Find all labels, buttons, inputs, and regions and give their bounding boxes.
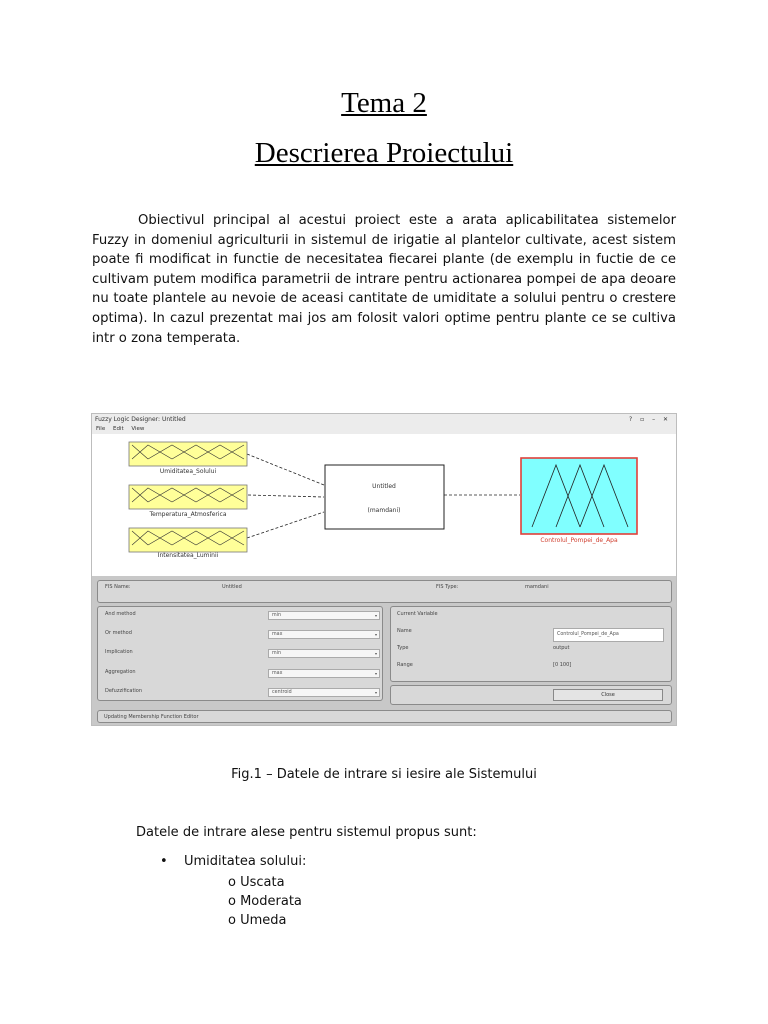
input-box-2[interactable] <box>129 485 247 518</box>
fis-type-label: FIS Type: <box>436 584 459 590</box>
input-label-3: Intensitatea_Luminii <box>157 552 219 559</box>
window-controls[interactable]: ? ▫ – ✕ <box>629 416 671 423</box>
output-label: Controlul_Pompei_de_Apa <box>540 537 618 544</box>
current-variable-title: Current Variable <box>397 611 438 617</box>
or-method-value: max <box>272 632 283 637</box>
close-button[interactable]: Close <box>553 689 663 701</box>
input-label-2: Temperatura_Atmosferica <box>149 511 227 518</box>
aggregation-select[interactable] <box>268 669 380 678</box>
input-label-1: Umiditatea_Solului <box>159 468 217 475</box>
title-line-1: Tema 2 <box>341 87 427 119</box>
chevron-down-icon: ▾ <box>374 651 377 656</box>
type-label: Type <box>397 645 409 651</box>
fuzzy-logic-designer-window <box>91 413 677 726</box>
variable-name-field[interactable]: Controlul_Pompei_de_Apa <box>553 628 664 642</box>
intro-paragraph: Obiectivul principal al acestui proiect este a arata aplicabilitatea sistemelor Fuzzy in domeniul agriculturii in sistemul de irigatie al plantelor cultivate, acest sistem poate fi modificat in functie de necesitatea fiecarei plante (de exemplu in fuctie de ce cultivam putem modifica parametrii de intrare pentru actionarea pompei de apa deoare nu toate plantele au nevoie de aceasi cantitate de umiditate a solului pentru o crestere optima). In cazul prezentat mai jos am folosit valori optime pentru plante ce se cultiva intr o zona temperata. <box>92 213 676 346</box>
title-line-2: Descrierea Proiectului <box>254 137 514 169</box>
system-box[interactable] <box>325 465 444 529</box>
range-label: Range <box>397 662 413 668</box>
window-title: Fuzzy Logic Designer: Untitled <box>95 416 186 423</box>
name-label: Name <box>397 628 412 634</box>
range-value: [0 100] <box>553 662 572 668</box>
or-method-select[interactable] <box>268 630 380 639</box>
status-bar <box>97 710 672 723</box>
fis-name-value: Untitled <box>222 584 242 590</box>
fis-name-label: FIS Name: <box>105 584 131 590</box>
defuzzification-select[interactable] <box>268 688 380 697</box>
aggregation-label: Aggregation <box>105 669 136 675</box>
system-type: (mamdani) <box>367 507 401 514</box>
methods-box <box>97 606 383 701</box>
system-name: Untitled <box>372 483 396 490</box>
connector-input-3 <box>247 512 324 538</box>
defuzzification-value: centroid <box>272 690 292 695</box>
fis-diagram-svg <box>92 434 676 576</box>
fis-properties-panel <box>92 576 676 725</box>
chevron-down-icon: ▾ <box>374 632 377 637</box>
menu-edit[interactable]: Edit <box>112 426 124 432</box>
status-text: Updating Membership Function Editor <box>104 714 199 720</box>
input-box-3[interactable] <box>129 528 247 559</box>
connector-input-2 <box>248 495 324 497</box>
implication-label: Implication <box>105 649 133 655</box>
chevron-down-icon: ▾ <box>374 613 377 618</box>
menu-view[interactable]: View <box>131 426 145 432</box>
output-box[interactable] <box>521 458 637 544</box>
close-box <box>390 685 672 705</box>
or-method-label: Or method <box>105 630 132 636</box>
defuzzification-label: Defuzzification <box>105 688 143 694</box>
bullet-item: Umiditatea solului: <box>184 854 307 869</box>
chevron-down-icon: ▾ <box>374 690 377 695</box>
and-method-select[interactable] <box>268 611 380 620</box>
input-box-1[interactable] <box>129 442 247 475</box>
current-variable-box <box>390 606 672 682</box>
type-value: output <box>553 645 570 651</box>
chevron-down-icon: ▾ <box>374 671 377 676</box>
fis-type-value: mamdani <box>525 584 549 590</box>
inputs-intro: Datele de intrare alese pentru sistemul propus sunt: <box>136 825 477 840</box>
and-method-label: And method <box>105 611 136 617</box>
sub-item-3: o Umeda <box>228 913 287 928</box>
menubar <box>92 425 676 434</box>
implication-select[interactable] <box>268 649 380 658</box>
implication-value: min <box>272 651 282 656</box>
sub-item-2: o Moderata <box>228 894 302 909</box>
fis-info-box <box>97 580 672 603</box>
aggregation-value: max <box>272 671 283 676</box>
bullet-icon: • <box>160 854 168 869</box>
sub-item-1: o Uscata <box>228 875 285 890</box>
and-method-value: min <box>272 613 282 618</box>
connector-input-1 <box>247 454 324 485</box>
menu-file[interactable]: File <box>96 426 106 432</box>
figure-caption: Fig.1 – Datele de intrare si iesire ale Sistemului <box>231 767 537 782</box>
fis-diagram <box>92 434 676 576</box>
